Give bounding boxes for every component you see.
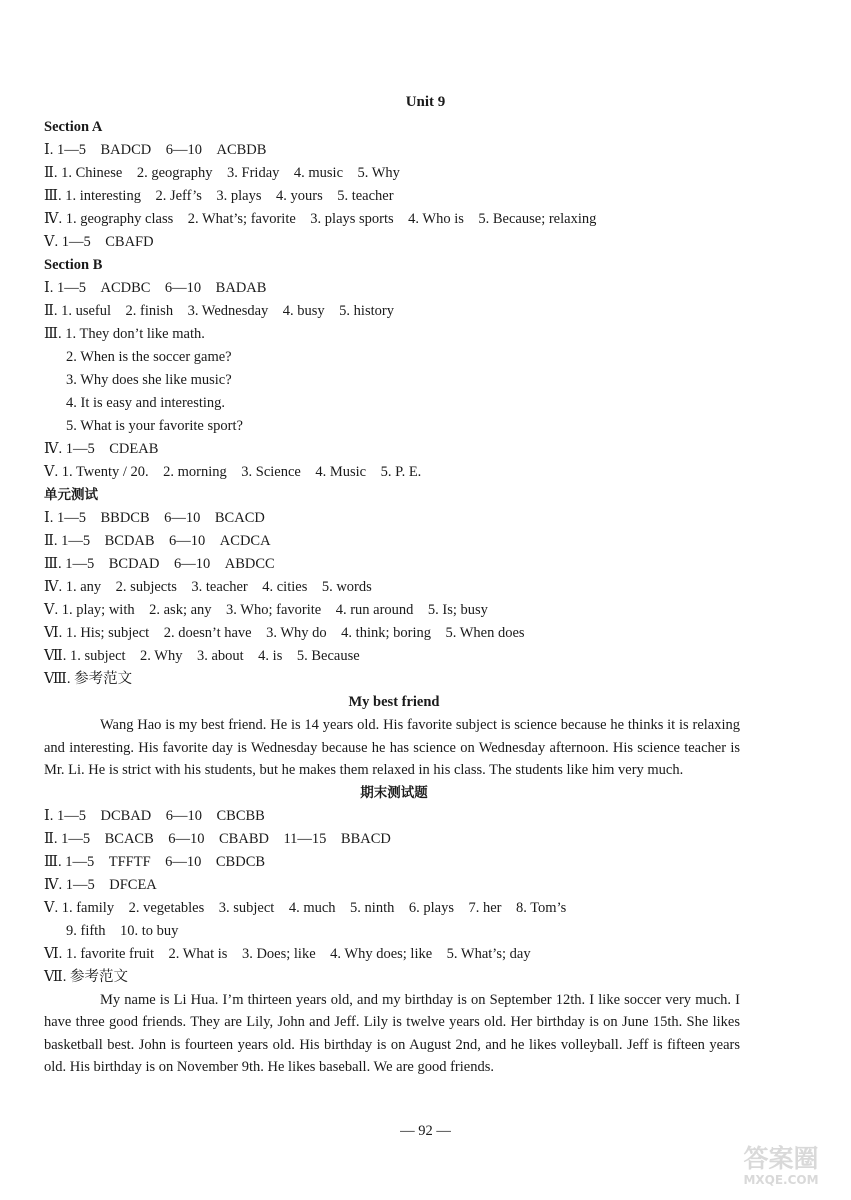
section-a-line: Ⅱ. 1. Chinese 2. geography 3. Friday 4. music 5. Why <box>44 165 400 181</box>
section-a-line: Ⅴ. 1—5 CBAFD <box>44 234 154 250</box>
section-b-sentence: 4. It is easy and interesting. <box>66 395 226 411</box>
unit-test-line: Ⅳ. 1. any 2. subjects 3. teacher 4. cities 5. words <box>44 579 372 595</box>
unit-test-line: Ⅱ. 1—5 BCDAB 6—10 ACDCA <box>44 533 271 549</box>
essay-paragraph: My name is Li Hua. I’m thirteen years old, and my birthday is on September 12th. I like soccer very much. I have three good friends. They are Lily, John and Jeff. Lily is twelve years old. Her birthday is on June 15th. She likes basketball best. John is fourteen years old. His birthday is on August 2nd, and he likes volleyball. Jeff is fifteen years old. His birthday is on November 9th. He likes baseball. We are good friends. <box>44 991 740 1075</box>
final-test-line: Ⅶ. 参考范文 <box>44 968 128 985</box>
final-test-line: Ⅱ. 1—5 BCACB 6—10 CBABD 11—15 BBACD <box>44 830 391 847</box>
final-test-line: Ⅰ. 1—5 DCBAD 6—10 CBCBB <box>44 807 265 824</box>
section-b-line: Ⅲ. 1. They don’t like math. <box>44 326 205 342</box>
section-a-heading: Section A <box>44 119 103 135</box>
unit-test-heading: 单元测试 <box>44 487 98 503</box>
unit-test-line: Ⅴ. 1. play; with 2. ask; any 3. Who; favorite 4. run around 5. Is; busy <box>44 602 488 618</box>
unit-test-line: Ⅶ. 1. subject 2. Why 3. about 4. is 5. Because <box>44 648 360 664</box>
section-b-line: Ⅰ. 1—5 ACDBC 6—10 BADAB <box>44 280 267 296</box>
page-number: — 92 — <box>400 1123 451 1139</box>
final-test-heading: 期末测试题 <box>360 784 428 801</box>
final-test-line: Ⅵ. 1. favorite fruit 2. What is 3. Does; like 4. Why does; like 5. What’s; day <box>44 945 531 962</box>
watermark-text: 答案圈 <box>743 1144 819 1173</box>
section-b-line: Ⅳ. 1—5 CDEAB <box>44 441 159 457</box>
unit-title: Unit 9 <box>405 94 446 110</box>
watermark-subtext: MXQE.COM <box>743 1173 819 1187</box>
section-a-line: Ⅰ. 1—5 BADCD 6—10 ACBDB <box>44 142 267 158</box>
section-b-heading: Section B <box>44 257 103 273</box>
unit-test-line: Ⅵ. 1. His; subject 2. doesn’t have 3. Why do 4. think; boring 5. When does <box>44 625 525 641</box>
final-test-line: Ⅳ. 1—5 DFCEA <box>44 876 157 893</box>
final-test-line: Ⅲ. 1—5 TFFTF 6—10 CBDCB <box>44 853 266 870</box>
essay-title: My best friend <box>348 694 440 710</box>
section-b-line: Ⅴ. 1. Twenty / 20. 2. morning 3. Science 4. Music 5. P. E. <box>44 464 422 480</box>
section-a-line: Ⅳ. 1. geography class 2. What’s; favorite 3. plays sports 4. Who is 5. Because; relaxing <box>44 211 597 227</box>
final-test-line: Ⅴ. 1. family 2. vegetables 3. subject 4. much 5. ninth 6. plays 7. her 8. Tom’s <box>44 899 567 916</box>
watermark-logo <box>725 1140 837 1188</box>
section-b-sentence: 3. Why does she like music? <box>66 372 232 388</box>
unit-test-line: Ⅷ. 参考范文 <box>44 671 133 687</box>
section-b-line: Ⅱ. 1. useful 2. finish 3. Wednesday 4. busy 5. history <box>44 303 394 319</box>
final-test-line: 9. fifth 10. to buy <box>66 922 179 939</box>
unit-test-line: Ⅲ. 1—5 BCDAD 6—10 ABDCC <box>44 556 275 572</box>
section-b-sentence: 5. What is your favorite sport? <box>66 418 243 434</box>
section-a-line: Ⅲ. 1. interesting 2. Jeff’s 3. plays 4. yours 5. teacher <box>44 188 394 204</box>
answer-lines <box>44 116 744 1079</box>
unit-test-line: Ⅰ. 1—5 BBDCB 6—10 BCACD <box>44 510 265 526</box>
essay-paragraph: Wang Hao is my best friend. He is 14 years old. His favorite subject is science because he thinks it is relaxing and interesting. His favorite day is Wednesday because he has science on Wednesday afternoon. His science teacher is Mr. Li. He is strict with his students, but he makes them relaxed in his class. The students like him very much. <box>44 717 740 778</box>
section-b-sentence: 2. When is the soccer game? <box>66 349 232 365</box>
